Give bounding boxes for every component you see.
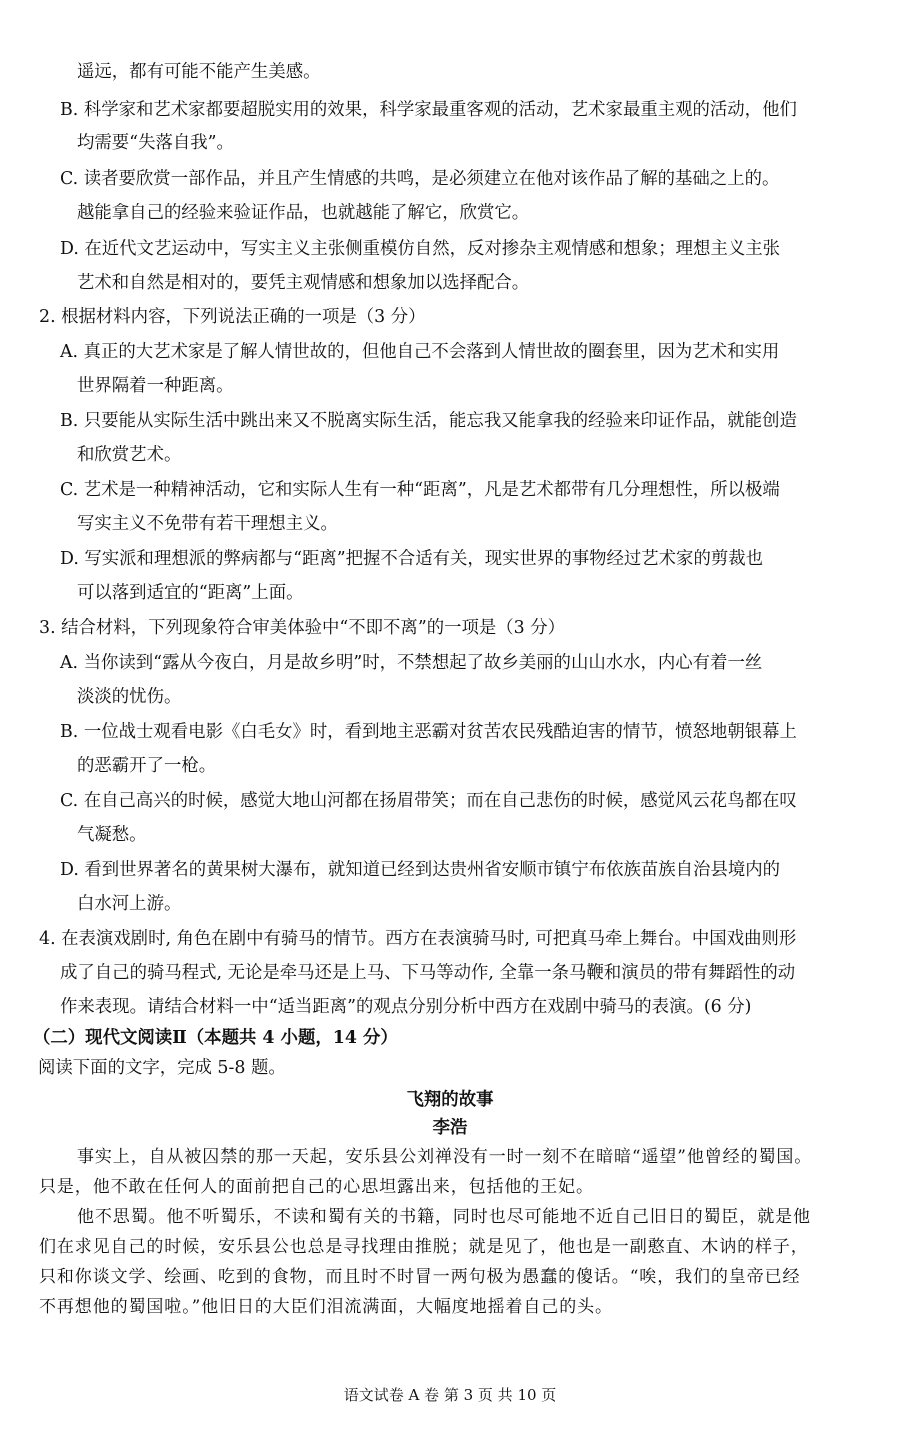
- story-line: 只和你谈文学、绘画、吃到的食物，而且时不时冒一两句极为愚蠢的傻话。“唉，我们的皇帝已经: [39, 1267, 801, 1287]
- story-line: 他不思蜀。他不听蜀乐，不读和蜀有关的书籍，同时也尽可能地不近自己旧日的蜀臣，就是他: [77, 1207, 811, 1227]
- story-line: 不再想他的蜀国啦。”他旧日的大臣们泪流满面，大幅度地摇着自己的头。: [39, 1297, 613, 1317]
- q2-option-b-line2: 和欣赏艺术。: [77, 445, 182, 465]
- q2-option-a-line2: 世界隔着一种距离。: [77, 376, 234, 396]
- q1-option-d-line1: D. 在近代文艺运动中，写实主义主张侧重模仿自然，反对掺杂主观情感和想象；理想主义主张: [60, 239, 781, 259]
- q1-option-a-continuation: 遥远，都有可能不能产生美感。: [77, 62, 321, 82]
- q3-option-a-line1: A. 当你读到“露从今夜白，月是故乡明”时，不禁想起了故乡美丽的山山水水，内心有着一丝: [60, 653, 763, 673]
- q3-option-c-line2: 气凝愁。: [77, 825, 147, 845]
- q4-line3: 作来表现。请结合材料一中“适当距离”的观点分别分析中西方在戏剧中骑马的表演。(6 分): [60, 997, 752, 1017]
- q3-option-b-line1: B. 一位战士观看电影《白毛女》时，看到地主恶霸对贫苦农民残酷迫害的情节，愤怒地朝银幕上: [60, 722, 797, 742]
- story-line: 们在求见自己的时候，安乐县公也总是寻找理由推脱；就是见了，他也是一副憨直、木讷的样子，: [39, 1237, 809, 1257]
- section-heading: （二）现代文阅读Ⅱ（本题共 4 小题，14 分）: [33, 1028, 398, 1048]
- q3-option-c-line1: C. 在自己高兴的时候，感觉大地山河都在扬眉带笑；而在自己悲伤的时候，感觉风云花鸟都在叹: [60, 791, 797, 811]
- q1-option-d-line2: 艺术和自然是相对的，要凭主观情感和想象加以选择配合。: [77, 273, 530, 293]
- q4-line1: 4. 在表演戏剧时, 角色在剧中有骑马的情节。西方在表演骑马时, 可把真马牵上舞台。中国戏曲则形: [39, 929, 797, 949]
- q3-option-d-line2: 白水河上游。: [77, 894, 182, 914]
- q1-option-b-line1: B. 科学家和艺术家都要超脱实用的效果，科学家最重客观的活动，艺术家最重主观的活动，他们: [60, 100, 797, 120]
- q3-option-b-line2: 的恶霸开了一枪。: [77, 756, 217, 776]
- q2-option-c-line1: C. 艺术是一种精神活动，它和实际人生有一种“距离”，凡是艺术都带有几分理想性，所以极端: [60, 480, 780, 500]
- q2-option-d-line1: D. 写实派和理想派的弊病都与“距离”把握不合适有关，现实世界的事物经过艺术家的剪裁也: [60, 549, 764, 569]
- q2-option-a-line1: A. 真正的大艺术家是了解人情世故的，但他自己不会落到人情世故的圈套里，因为艺术和实用: [60, 342, 780, 362]
- story-title: 飞翔的故事: [406, 1090, 494, 1110]
- q2-option-c-line2: 写实主义不免带有若干理想主义。: [77, 514, 338, 534]
- q1-option-c-line2: 越能拿自己的经验来验证作品，也就越能了解它，欣赏它。: [77, 203, 530, 223]
- story-line: 事实上，自从被囚禁的那一天起，安乐县公刘禅没有一时一刻不在暗暗“遥望”他曾经的蜀国。: [77, 1147, 813, 1167]
- story-line: 只是，他不敢在任何人的面前把自己的心思坦露出来，包括他的王妃。: [39, 1177, 594, 1197]
- q3-stem: 3. 结合材料，下列现象符合审美体验中“不即不离”的一项是（3 分）: [39, 618, 566, 638]
- q1-option-c-line1: C. 读者要欣赏一部作品，并且产生情感的共鸣，是必须建立在他对该作品了解的基础之上的。: [60, 169, 780, 189]
- q2-option-d-line2: 可以落到适宜的“距离”上面。: [77, 583, 304, 603]
- page-footer: 语文试卷 A 卷 第 3 页 共 10 页: [343, 1386, 557, 1404]
- q3-option-a-line2: 淡淡的忧伤。: [77, 687, 182, 707]
- q4-line2: 成了自己的骑马程式, 无论是牵马还是上马、下马等动作, 全靠一条马鞭和演员的带有舞蹈性的动: [60, 963, 796, 983]
- q2-option-b-line1: B. 只要能从实际生活中跳出来又不脱离实际生活，能忘我又能拿我的经验来印证作品，就能创造: [60, 411, 797, 431]
- reading-instruction: 阅读下面的文字，完成 5-8 题。: [38, 1058, 286, 1078]
- q3-option-d-line1: D. 看到世界著名的黄果树大瀑布，就知道已经到达贵州省安顺市镇宁布依族苗族自治县境内的: [60, 860, 781, 880]
- q1-option-b-line2: 均需要“失落自我”。: [77, 133, 234, 153]
- story-author: 李浩: [432, 1118, 468, 1138]
- q2-stem: 2. 根据材料内容，下列说法正确的一项是（3 分）: [39, 307, 426, 327]
